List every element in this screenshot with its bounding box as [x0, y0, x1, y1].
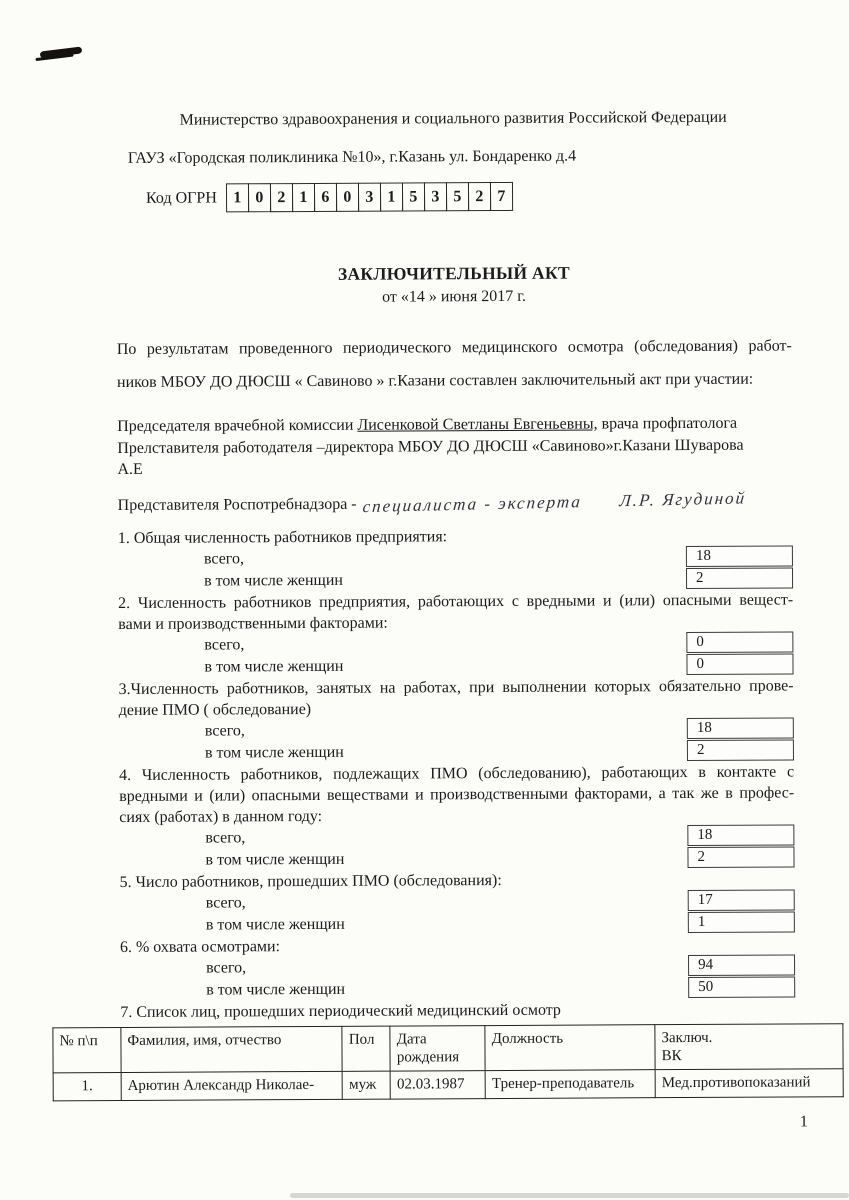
item-text: 4. Численность работников, подлежащих ПМО (обследованию), работающих в контакте с — [119, 762, 795, 784]
examined-persons-table — [52, 1023, 843, 1101]
total-value-box: 18 — [687, 824, 794, 846]
item-text: 2. Численность работников предприятия, работающих с вредными и (или) опасными вещест- — [118, 590, 794, 612]
value-row — [119, 739, 794, 765]
ogrn-digit: 0 — [336, 183, 359, 212]
value-row — [120, 976, 795, 1002]
ogrn-digit: 3 — [358, 183, 381, 212]
column-header-position: Должность — [485, 1024, 655, 1070]
clinic-address-line: ГАУЗ «Городская поликлиника №10», г.Казань ул. Бондаренко д.4 — [127, 147, 577, 167]
value-row — [120, 954, 795, 980]
women-label: в том числе женщин — [204, 657, 344, 676]
document-content — [59, 0, 811, 1135]
table-row — [53, 1068, 843, 1100]
cell-num: 1. — [53, 1072, 121, 1100]
value-row — [118, 653, 793, 679]
rospotrebnadzor-line — [117, 487, 793, 516]
value-row — [120, 889, 795, 915]
total-value-box: 0 — [686, 631, 793, 653]
employer-representative-initials: А.Е — [117, 460, 143, 478]
total-label: всего, — [206, 959, 247, 977]
item-text: сиях (работах) в данном году: — [119, 807, 323, 826]
value-row — [120, 911, 795, 937]
chairman-prefix: Председателя врачебной комиссии — [117, 416, 358, 435]
column-header-num: № п\п — [53, 1027, 121, 1072]
numbered-items — [118, 524, 796, 1023]
ogrn-digit: 1 — [292, 183, 315, 212]
women-label: в том числе женщин — [205, 915, 345, 934]
value-row — [119, 717, 794, 743]
item-text: 3.Численность работников, занятых на работах, при выполнении которых обязательно прове- — [118, 676, 794, 698]
cell-sex: муж — [342, 1071, 390, 1099]
document-title: ЗАКЛЮЧИТЕЛЬНЫЙ АКТ — [337, 262, 570, 284]
women-label: в том числе женщин — [203, 571, 343, 590]
item-5 — [120, 868, 795, 937]
ministry-header: Министерство здравоохранения и социального развития Российской Федерации — [179, 108, 727, 129]
intro-paragraph — [117, 329, 792, 399]
value-row — [119, 824, 794, 850]
document-date: от «14 » июня 2017 г. — [382, 287, 527, 306]
item-7 — [120, 998, 795, 1023]
ogrn-digit: 1 — [226, 183, 249, 212]
page-number: 1 — [799, 1112, 808, 1130]
item-text: вами и производственными факторами: — [118, 614, 388, 633]
ogrn-label: Код ОГРН — [145, 189, 217, 207]
chairman-role: врача профпатолога — [597, 414, 738, 433]
ogrn-digit: 2 — [468, 182, 491, 211]
ogrn-code-boxes — [227, 182, 513, 212]
cell-conclusion: Мед.противопоказаний — [655, 1068, 843, 1097]
table-header-row — [53, 1023, 843, 1072]
employer-representative-line: Прелставителя работодателя –директора МБОУ ДО ДЮСШ «Савиново»г.Казани Шуварова — [117, 436, 744, 457]
item-text: дение ПМО ( обследование) — [118, 700, 312, 719]
item-text: 6. % охвата осмотрами: — [119, 937, 281, 956]
cell-birthdate: 02.03.1987 — [390, 1070, 485, 1098]
women-value-box: 2 — [687, 739, 794, 761]
intro-line: ников МБОУ ДО ДЮСШ « Савиново » г.Казани составлен заключительный акт при участии: — [116, 370, 754, 391]
participants-block — [117, 412, 792, 480]
ogrn-digit: 6 — [314, 183, 337, 212]
item-6 — [120, 933, 795, 1002]
value-row — [118, 567, 793, 593]
rospotrebnadzor-label: Представителя Роспотребнадзора - — [117, 495, 357, 514]
handwritten-signature-text: специалиста - эксперта Л.Р. Ягудиной — [361, 487, 747, 516]
ogrn-digit: 1 — [380, 182, 403, 211]
total-label: всего, — [204, 636, 245, 654]
value-row — [119, 846, 794, 872]
total-value-box: 18 — [687, 717, 794, 739]
ogrn-digit: 7 — [490, 182, 513, 211]
women-value-box: 50 — [688, 976, 795, 998]
women-value-box: 2 — [687, 846, 794, 868]
item-1 — [118, 524, 793, 593]
ogrn-digit: 0 — [248, 183, 271, 212]
item-4 — [119, 761, 795, 872]
item-text: вредными и (или) опасными веществами и производственными факторами, а так же в профес- — [119, 783, 795, 805]
ogrn-digit: 3 — [424, 182, 447, 211]
ogrn-row — [146, 180, 791, 212]
total-label: всего, — [203, 550, 245, 568]
column-header-birthdate: Дата рождения — [390, 1025, 485, 1070]
item-3 — [119, 675, 794, 765]
item-text: 1. Общая численность работников предприятия: — [117, 527, 448, 547]
total-value-box: 17 — [688, 889, 795, 911]
ogrn-digit: 2 — [270, 183, 293, 212]
women-label: в том числе женщин — [206, 980, 346, 999]
item-text: 5. Число работников, прошедших ПМО (обследования): — [119, 871, 502, 891]
women-label: в том числе женщин — [204, 743, 344, 762]
chairman-name: Лисенковой Светланы Евгеньевны, — [357, 415, 598, 434]
women-value-box: 2 — [686, 567, 793, 589]
item-2 — [118, 589, 793, 679]
cell-name: Арютин Александр Николае- — [121, 1071, 343, 1100]
cell-position: Тренер-преподаватель — [485, 1069, 655, 1098]
ogrn-digit: 5 — [446, 182, 469, 211]
column-header-conclusion: Заключ. ВК — [655, 1023, 843, 1069]
total-value-box: 18 — [686, 545, 793, 567]
ogrn-digit: 5 — [402, 182, 425, 211]
value-row — [118, 631, 793, 657]
women-value-box: 1 — [688, 911, 795, 933]
women-label: в том числе женщин — [205, 850, 345, 869]
scan-ink-mark — [40, 46, 83, 58]
scan-bottom-smudge — [290, 1193, 849, 1198]
intro-line: По результатам проведенного периодического медицинского осмотра (обследования) работ- — [116, 337, 792, 358]
column-header-sex: Пол — [342, 1026, 390, 1071]
total-value-box: 94 — [688, 954, 795, 976]
chairman-line — [117, 412, 792, 437]
item-text: 7. Список лиц, прошедших периодический медицинский осмотр — [120, 1001, 561, 1021]
total-label: всего, — [204, 722, 245, 740]
women-value-box: 0 — [686, 653, 793, 675]
column-header-name: Фамилия, имя, отчество — [121, 1026, 343, 1072]
value-row — [118, 545, 793, 571]
total-label: всего, — [205, 829, 246, 847]
total-label: всего, — [205, 894, 246, 912]
